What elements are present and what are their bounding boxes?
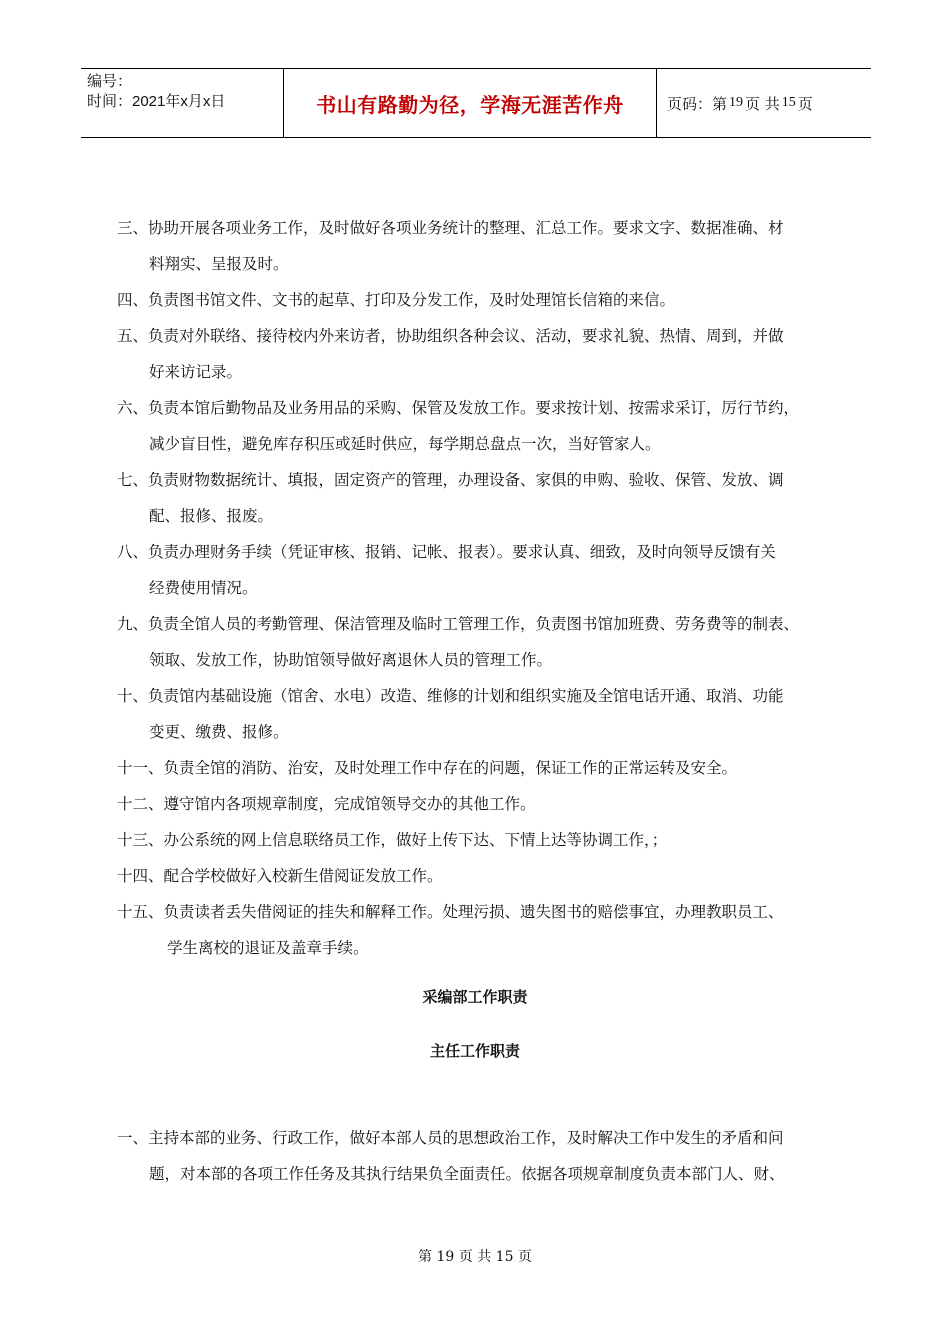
page-mid: 页 共 — [745, 94, 780, 113]
list-item: 十、负责馆内基础设施（馆舍、水电）改造、维修的计划和组织实施及全馆电话开通、取消、功能 变更、缴费、报修。 — [117, 687, 784, 741]
subsection-title: 主任工作职责 — [429, 1042, 520, 1060]
header-motto: 书山有路勤为径，学海无涯苦作舟 — [284, 69, 657, 137]
page-header — [81, 68, 871, 138]
page-footer: 第 19 页 共 15 页 — [418, 1249, 532, 1265]
list-item: 十一、负责全馆的消防、治安，及时处理工作中存在的问题，保证工作的正常运转及安全。 — [117, 759, 738, 777]
list-item: 九、负责全馆人员的考勤管理、保洁管理及临时工管理工作，负责图书馆加班费、劳务费等的制表、 领取、发放工作，协助馆领导做好离退休人员的管理工作。 — [117, 615, 800, 669]
list-item: 十四、配合学校做好入校新生借阅证发放工作。 — [117, 867, 443, 885]
list-item: 十五、负责读者丢失借阅证的挂失和解释工作。处理污损、遗失图书的赔偿事宜，办理教职员工、 学生离校的退证及盖章手续。 — [117, 903, 784, 957]
document-number-label: 编号： — [87, 73, 133, 90]
list-item: 六、负责本馆后勤物品及业务用品的采购、保管及发放工作。要求按计划、按需求采订，厉行节约， 减少盲目性，避免库存积压或延时供应，每学期总盘点一次，当好管家人。 — [117, 399, 800, 453]
list-item: 八、负责办理财务手续（凭证审核、报销、记帐、报表）。要求认真、细致，及时向领导反馈有关 经费使用情况。 — [117, 543, 776, 597]
header-meta — [81, 69, 284, 137]
list-item: 十三、办公系统的网上信息联络员工作，做好上传下达、下情上达等协调工作，； — [117, 831, 668, 849]
document-time: 时间：2021年x月x日 — [87, 93, 226, 110]
list-item: 十二、遵守馆内各项规章制度，完成馆领导交办的其他工作。 — [117, 795, 536, 813]
list-item: 一、主持本部的业务、行政工作，做好本部人员的思想政治工作，及时解决工作中发生的矛盾和问 题，对本部的各项工作任务及其执行结果负全面责任。依据各项规章制度负责本部门人、财、 — [117, 1129, 785, 1183]
director-duties-list — [117, 1120, 857, 1192]
list-item: 七、负责财物数据统计、填报，固定资产的管理，办理设备、家俱的申购、验收、保管、发放、调 配、报修、报废。 — [117, 471, 784, 525]
list-item: 三、协助开展各项业务工作，及时做好各项业务统计的整理、汇总工作。要求文字、数据准确、材 料翔实、呈报及时。 — [117, 219, 784, 273]
duties-list — [117, 210, 857, 966]
list-item: 五、负责对外联络、接待校内外来访者，协助组织各种会议、活动，要求礼貌、热情、周到，并做 好来访记录。 — [117, 327, 784, 381]
list-item: 四、负责图书馆文件、文书的起草、打印及分发工作，及时处理馆长信箱的来信。 — [117, 291, 676, 309]
page-current: 19 — [729, 95, 744, 110]
section-title: 采编部工作职责 — [422, 988, 528, 1006]
page-prefix: 页码：第 — [667, 94, 728, 113]
page-suffix: 页 — [797, 94, 813, 113]
header-page-info — [657, 69, 871, 137]
page-total: 15 — [781, 95, 796, 110]
